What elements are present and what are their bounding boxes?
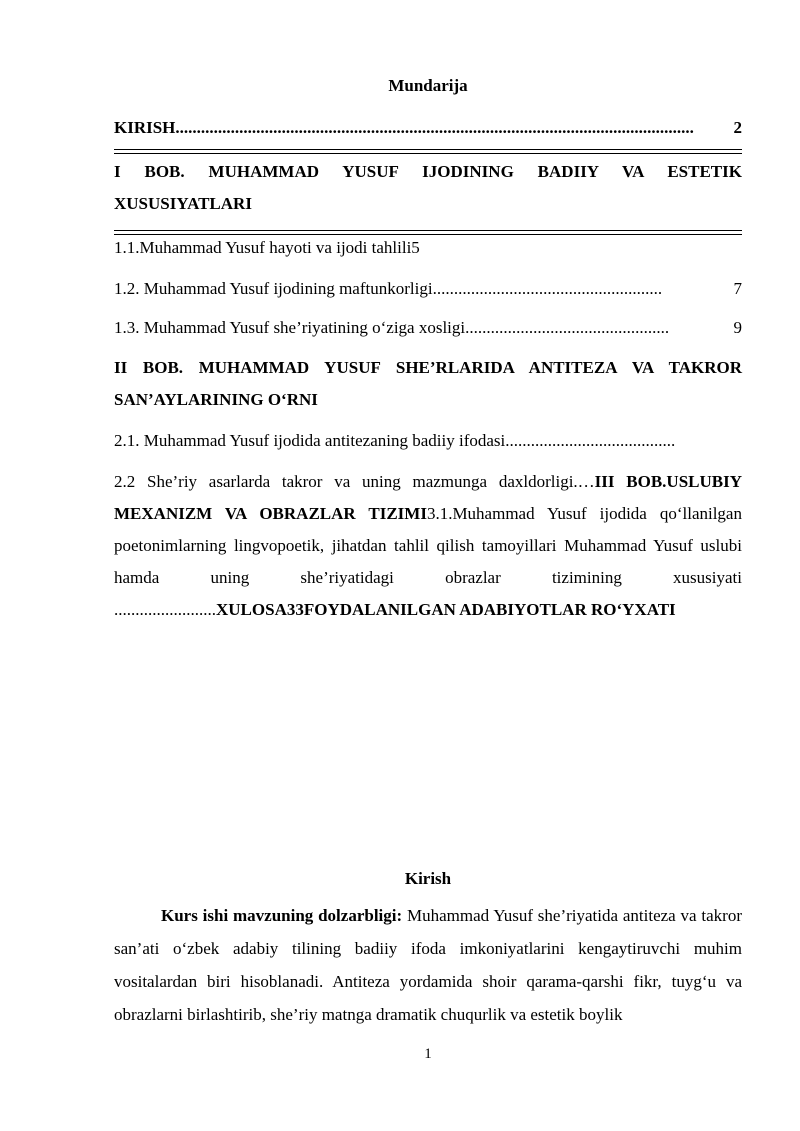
toc-item-kirish xyxy=(114,118,742,138)
toc-leader-dots: ...................................................... xyxy=(432,279,663,298)
toc-leader-dots: .......................................................................................................................... xyxy=(175,118,694,137)
toc-chapter-3: III BOB.USLUBIY MEXANIZM VA OBRAZLAR TIZIMI xyxy=(114,472,742,523)
page-number: 1 xyxy=(424,1046,432,1062)
divider xyxy=(114,234,742,235)
divider xyxy=(114,149,742,150)
toc-item-label: 1.3. Muhammad Yusuf she’riyatining o‘ziga xosligi xyxy=(114,318,466,337)
toc-page-number: 9 xyxy=(733,318,742,337)
toc-chapter-1: I BOB. MUHAMMAD YUSUF IJODINING BADIIY VA ESTETIK XUSUSIYATLARI xyxy=(114,162,742,213)
toc-conclusion-and-references: XULOSA33FOYDALANILGAN ADABIYOTLAR RO‘YXATI xyxy=(216,600,676,619)
toc-item-3-1: 3.1.Muhammad Yusuf ijodida qo‘llanilgan poetonimlarning lingvopoetik, jihatdan tahlil qilish tamoyillari Muhammad Yusuf uslubi hamda uning she’riyatidagi obrazlar tizimining xususiyati xyxy=(114,504,742,587)
toc-item-2-2: 2.2 She’riy asarlarda takror va uning mazmunga daxldorligi.… xyxy=(114,472,595,491)
toc-chapter-2-prefix: II BOB. xyxy=(114,358,184,377)
toc-item-1-1: 1.1.Muhammad Yusuf hayoti va ijodi tahlili5 xyxy=(114,238,420,257)
toc-item-label: KIRISH xyxy=(114,118,176,137)
divider xyxy=(114,153,742,154)
toc-title: Mundarija xyxy=(388,76,468,95)
toc-item-label: 1.2. Muhammad Yusuf ijodining maftunkorligi xyxy=(114,279,433,298)
toc-item-1-2 xyxy=(114,279,742,299)
toc-page-number: 2 xyxy=(733,118,742,137)
toc-leader-dots: ........................ xyxy=(114,600,216,619)
intro-paragraph xyxy=(114,899,742,1031)
divider xyxy=(114,230,742,231)
toc-item-2-2-block xyxy=(114,466,742,626)
toc-chapter-2-title: MUHAMMAD YUSUF SHE’RLARIDA ANTITEZA VA TAKROR SAN’AYLARINING O‘RNI xyxy=(114,358,743,409)
toc-item-1-3 xyxy=(114,318,742,338)
intro-lead: Kurs ishi mavzuning dolzarbligi: xyxy=(161,906,403,925)
section-title-kirish: Kirish xyxy=(404,869,452,888)
toc-page-number: 7 xyxy=(733,279,742,298)
intro-body: Muhammad Yusuf she’riyatida antiteza va takror san’ati o‘zbek adabiy tilining badiiy ifoda imkoniyatlarini kengaytiruvchi muhim vositalardan biri hisoblanadi. Antiteza yordamida shoir qarama-qarshi fikr, tuyg‘u va obrazlarni birlashtirib, she’riy matnga dramatik chuqurlik va estetik boylik xyxy=(114,906,742,1024)
toc-item-2-1: 2.1. Muhammad Yusuf ijodida antitezaning badiiy ifodasi........................................ xyxy=(114,431,676,450)
toc-leader-dots: ................................................ xyxy=(465,318,670,337)
toc-chapter-2 xyxy=(114,352,742,416)
